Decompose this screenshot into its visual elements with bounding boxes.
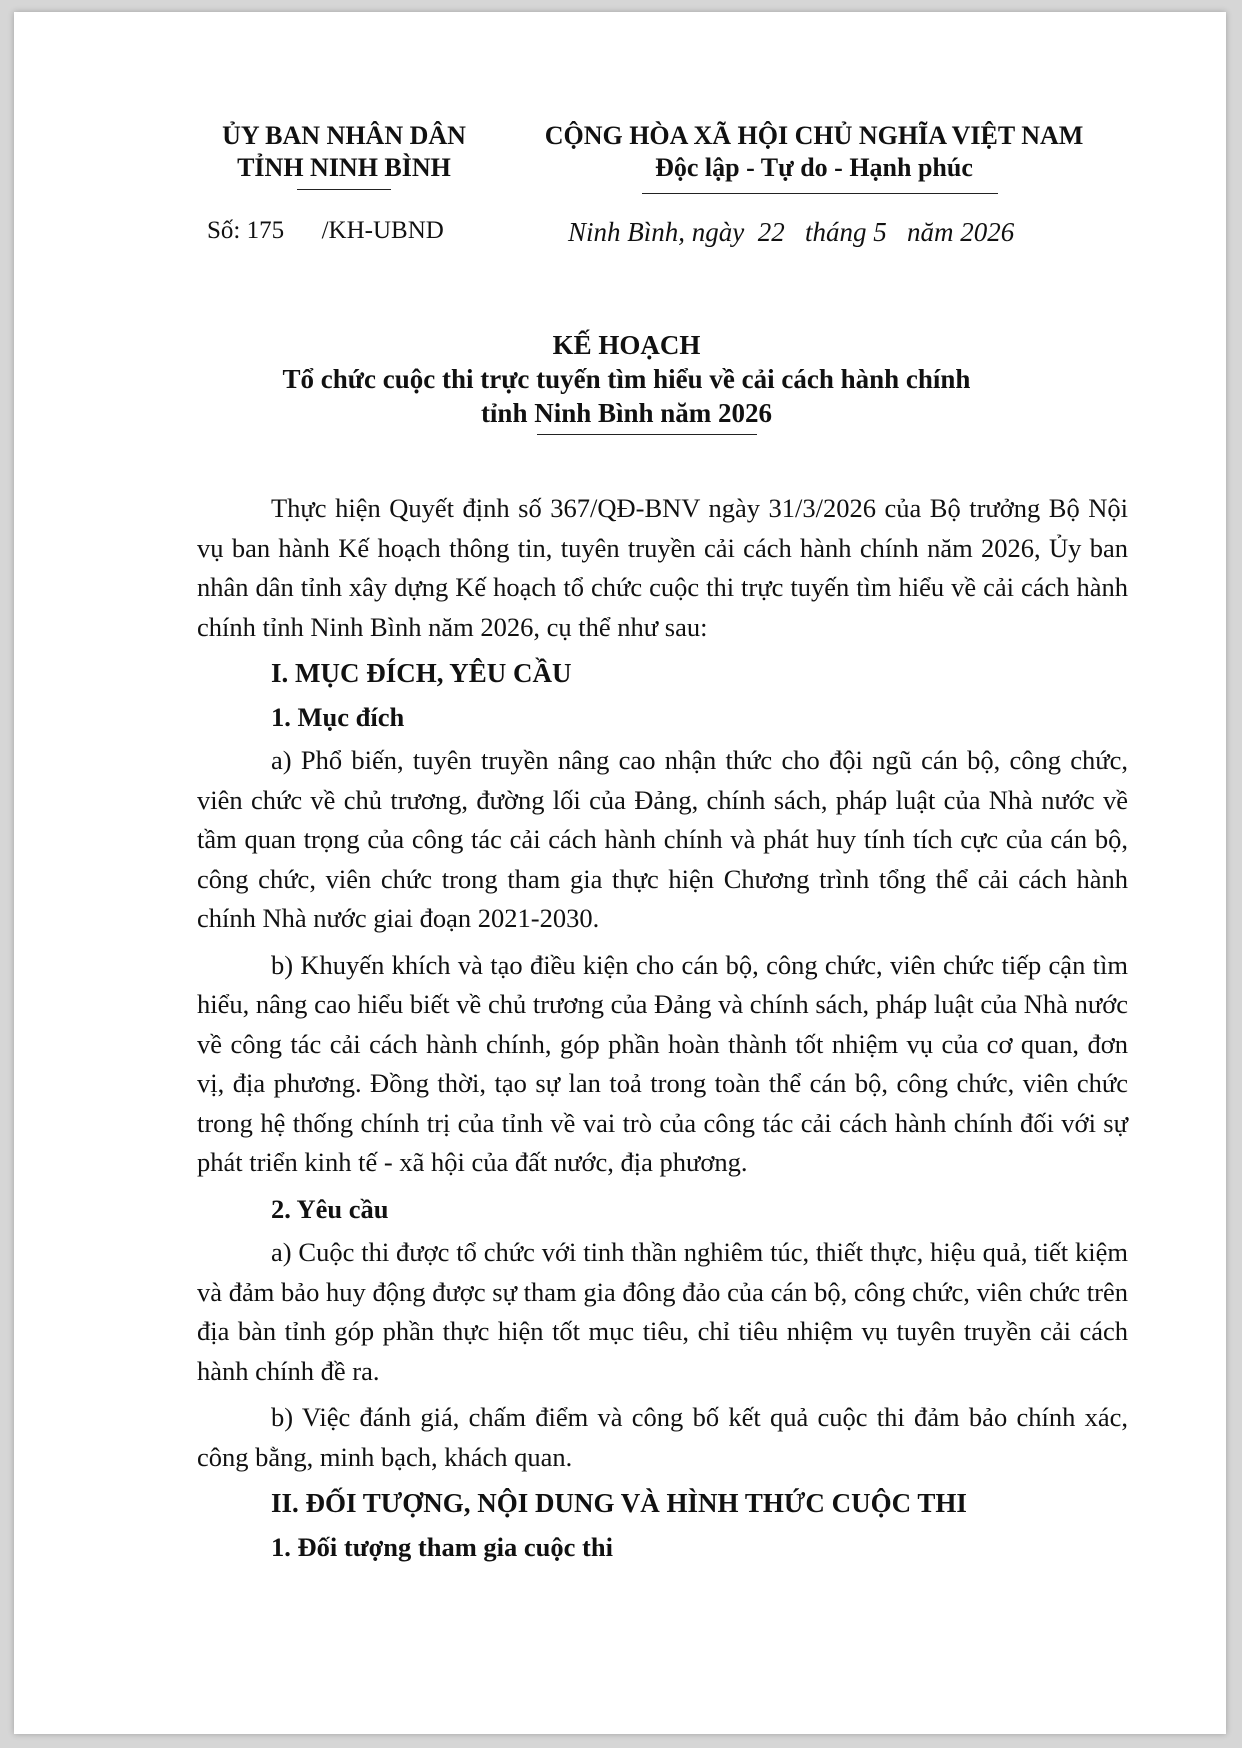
intro-paragraph: Thực hiện Quyết định số 367/QĐ-BNV ngày 31/3/2026 của Bộ trưởng Bộ Nội vụ ban hành Kế hoạch thông tin, tuyên truyền cải cách hành chính năm 2026, Ủy ban nhân dân tỉnh xây dựng Kế hoạch tổ chức cuộc thi trực tuyến tìm hiểu về cải cách hành chính tỉnh Ninh Bình năm 2026, cụ thể như sau: [197, 493, 1128, 642]
document-title [174, 328, 1079, 430]
subsection-3-heading: 1. Đối tượng tham gia cuộc thi [271, 1531, 613, 1562]
section-1-heading: I. MỤC ĐÍCH, YÊU CẦU [271, 658, 572, 688]
document-number: Số: 175 /KH-UBND [207, 217, 444, 244]
agency-line-1: ỦY BAN NHÂN DÂN [222, 121, 466, 150]
paragraph-1a: a) Phổ biến, tuyên truyền nâng cao nhận thức cho đội ngũ cán bộ, công chức, viên chức về chủ trương, đường lối của Đảng, chính sách, pháp luật của Nhà nước về tầm quan trọng của công tác cải cách hành chính và phát huy tính tích cực của cán bộ, công chức, viên chức trong tham gia thực hiện Chương trình tổng thể cải cách hành chính Nhà nước giai đoạn 2021-2030. [197, 745, 1128, 933]
nation-line-2: Độc lập - Tự do - Hạnh phúc [655, 153, 973, 182]
document-body [197, 489, 1128, 1571]
title-line-1: Tổ chức cuộc thi trực tuyến tìm hiểu về cải cách hành chính [282, 364, 971, 394]
section-2-heading: II. ĐỐI TƯỢNG, NỘI DUNG VÀ HÌNH THỨC CUỘC THI [271, 1488, 967, 1518]
subsection-1-heading: 1. Mục đích [271, 701, 405, 732]
motto-underline [642, 193, 998, 194]
national-motto [514, 120, 1114, 184]
document-type: KẾ HOẠCH [552, 330, 701, 360]
subsection-2-heading: 2. Yêu cầu [271, 1193, 389, 1224]
paragraph-1b: b) Khuyến khích và tạo điều kiện cho cán bộ, công chức, viên chức tiếp cận tìm hiểu, nâng cao hiểu biết về chủ trương của Đảng và chính sách, pháp luật của Nhà nước về công tác cải cách hành chính, góp phần hoàn thành tốt nhiệm vụ của cơ quan, đơn vị, địa phương. Đồng thời, tạo sự lan toả trong toàn thể cán bộ, công chức, viên chức trong hệ thống chính trị của tỉnh về vai trò của công tác cải cách hành chính đối với sự phát triển kinh tế - xã hội của đất nước, địa phương. [197, 949, 1128, 1177]
issuing-agency [174, 120, 514, 184]
agency-line-2: TỈNH NINH BÌNH [237, 153, 451, 182]
nation-line-1: CỘNG HÒA XÃ HỘI CHỦ NGHĨA VIỆT NAM [544, 121, 1084, 150]
place-and-date: Ninh Bình, ngày 22 tháng 5 năm 2026 [568, 217, 1015, 247]
document-page [14, 12, 1226, 1734]
title-line-2: tỉnh Ninh Bình năm 2026 [480, 398, 773, 428]
paragraph-2a: a) Cuộc thi được tổ chức với tinh thần nghiêm túc, thiết thực, hiệu quả, tiết kiệm và đảm bảo huy động được sự tham gia đông đảo của cán bộ, công chức, viên chức trên địa bàn tỉnh góp phần thực hiện tốt mục tiêu, chỉ tiêu nhiệm vụ tuyên truyền cải cách hành chính đề ra. [197, 1237, 1128, 1386]
title-underline [537, 434, 757, 435]
paragraph-2b: b) Việc đánh giá, chấm điểm và công bố kết quả cuộc thi đảm bảo chính xác, công bằng, minh bạch, khách quan. [197, 1402, 1128, 1472]
agency-underline [297, 189, 391, 190]
